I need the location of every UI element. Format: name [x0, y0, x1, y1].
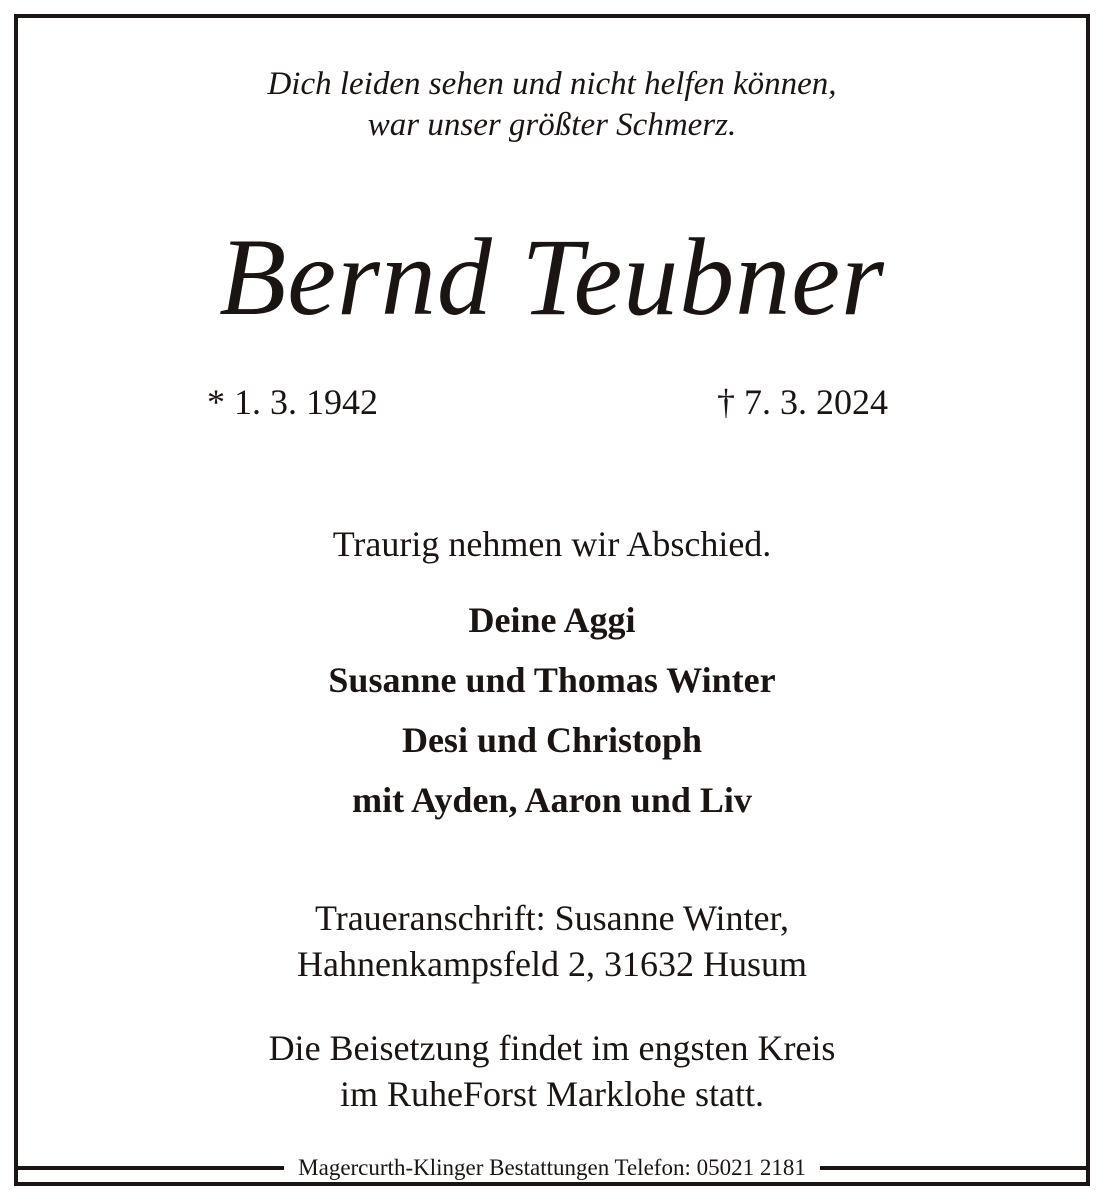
mourner-line: Susanne und Thomas Winter: [328, 660, 776, 700]
deceased-name: Bernd Teubner: [219, 216, 885, 338]
funeral-home-contact: Magercurth-Klinger Bestattungen Telefon: 05021 2181: [298, 1155, 806, 1180]
footer-rule-right: [820, 1166, 1090, 1170]
birth-date: * 1. 3. 1942: [207, 382, 378, 422]
funeral-info: [0, 1025, 1104, 1117]
funeral-line-1: Die Beisetzung findet im engsten Kreis: [268, 1028, 836, 1068]
address-line-1: Traueranschrift: Susanne Winter,: [314, 898, 789, 938]
address-line-2: Hahnenkampsfeld 2, 31632 Husum: [297, 944, 807, 984]
motto-line-1: Dich leiden sehen und nicht helfen können,: [267, 66, 837, 102]
mourners-list: [0, 590, 1104, 830]
motto-line-2: war unser größter Schmerz.: [367, 107, 737, 143]
farewell-text: Traurig nehmen wir Abschied.: [332, 524, 772, 564]
mourner-line: Desi und Christoph: [401, 720, 703, 760]
death-date: † 7. 3. 2024: [717, 382, 888, 422]
motto: [0, 64, 1104, 146]
mourner-line: mit Ayden, Aaron und Liv: [352, 780, 752, 820]
funeral-line-2: im RuheForst Marklohe statt.: [340, 1074, 764, 1114]
mourning-address: [0, 895, 1104, 987]
footer-rule-left: [14, 1166, 284, 1170]
mourner-line: Deine Aggi: [468, 600, 636, 640]
footer: [14, 1151, 1090, 1185]
